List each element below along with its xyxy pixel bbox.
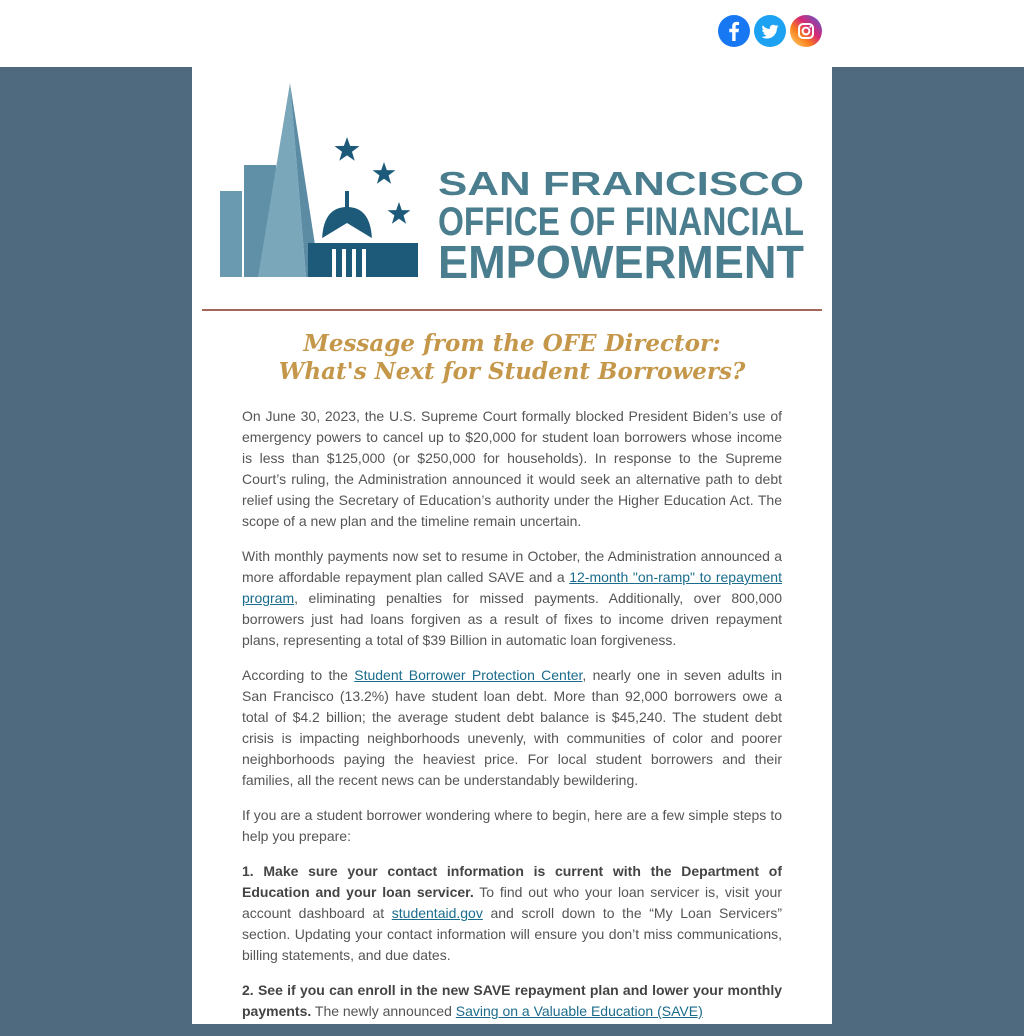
on-ramp-program-link[interactable]: 12-month "on-ramp" to repayment program	[242, 569, 782, 606]
paragraph-repayment	[242, 546, 782, 651]
twitter-icon	[754, 15, 786, 47]
twitter-link[interactable]	[754, 15, 786, 47]
logo-star-3	[388, 202, 411, 224]
paragraph-steps-intro: If you are a student borrower wondering where to begin, here are a few simple steps to help you prepare:	[242, 807, 782, 844]
newsletter-card	[192, 67, 832, 1024]
logo-star-1	[335, 137, 360, 161]
capitol-col-1	[332, 249, 336, 277]
logo-line-3: EMPOWERMENT	[438, 236, 804, 288]
paragraph-statistics-text-2: , nearly one in seven adults in San Francisco (13.2%) have student loan debt. More than 92,000 borrowers owe a total of $4.2 billion; the average student debt balance is $45,240. The student debt crisis is impacting neighborhoods unevenly, with communities of color and poorer neighborhoods paying the heaviest price. For local student borrowers and their families, all the recent news can be understandably bewildering.	[242, 667, 782, 788]
facebook-link[interactable]	[718, 15, 750, 47]
ofe-logo	[220, 83, 804, 288]
paragraph-statistics-text-1: According to the	[242, 667, 355, 683]
headline	[222, 330, 802, 386]
logo-line-1: SAN FRANCISCO	[438, 165, 804, 202]
facebook-icon	[718, 15, 750, 47]
step-2-heading: 2. See if you can enroll in the new SAVE repayment plan and lower your monthly payments.	[242, 982, 782, 1019]
logo-line-2: OFFICE OF FINANCIAL	[438, 200, 804, 244]
studentaid-gov-link[interactable]: studentaid.gov	[391, 905, 483, 921]
instagram-icon	[790, 15, 822, 47]
top-bar	[0, 0, 1024, 67]
capitol-col-3	[352, 249, 356, 277]
save-plan-link[interactable]: Saving on a Valuable Education (SAVE)	[455, 1003, 703, 1019]
paragraph-repayment-text-1: With monthly payments now set to resume in October, the Administration announced a more affordable repayment plan called SAVE and a	[242, 548, 782, 585]
step-1	[242, 861, 782, 966]
step-1-text-2: and scroll down to the “My Loan Servicers” section. Updating your contact information will ensure you don’t miss communications, billing statements, and due dates.	[242, 905, 782, 963]
logo-star-2	[373, 162, 396, 184]
step-1-text-1: To find out who your loan servicer is, visit your account dashboard at	[242, 884, 782, 921]
header-divider	[202, 309, 822, 311]
capitol-col-2	[342, 249, 346, 277]
student-borrower-protection-center-link[interactable]: Student Borrower Protection Center	[354, 667, 583, 683]
paragraph-repayment-text-2: , eliminating penalties for missed payments. Additionally, over 800,000 borrowers just had loans forgiven as a result of fixes to income driven repayment plans, representing a total of $39 Billion in automatic loan forgiveness.	[242, 590, 782, 648]
social-links	[718, 15, 822, 47]
paragraph-supreme-court: On June 30, 2023, the U.S. Supreme Court formally blocked President Biden’s use of emergency powers to cancel up to $20,000 for student loan borrowers whose income is less than $125,000 (or $250,000 for households). In response to the Supreme Court’s ruling, the Administration announced it would seek an alternative path to debt relief using the Secretary of Education’s authority under the Higher Education Act. The scope of a new plan and the timeline remain uncertain.	[242, 408, 782, 529]
article-body	[242, 406, 782, 1036]
instagram-link[interactable]	[790, 15, 822, 47]
step-2	[242, 980, 782, 1022]
skyline-left-building	[220, 191, 242, 277]
headline-line-2: What's Next for Student Borrowers?	[278, 358, 746, 385]
capitol-spire	[345, 191, 349, 209]
paragraph-statistics	[242, 665, 782, 791]
step-1-heading: 1. Make sure your contact information is current with the Department of Education and your loan servicer.	[242, 863, 782, 900]
capitol-col-4	[362, 249, 366, 277]
step-2-text-1: The newly announced	[311, 1003, 456, 1019]
headline-line-1: Message from the OFE Director:	[303, 330, 721, 357]
